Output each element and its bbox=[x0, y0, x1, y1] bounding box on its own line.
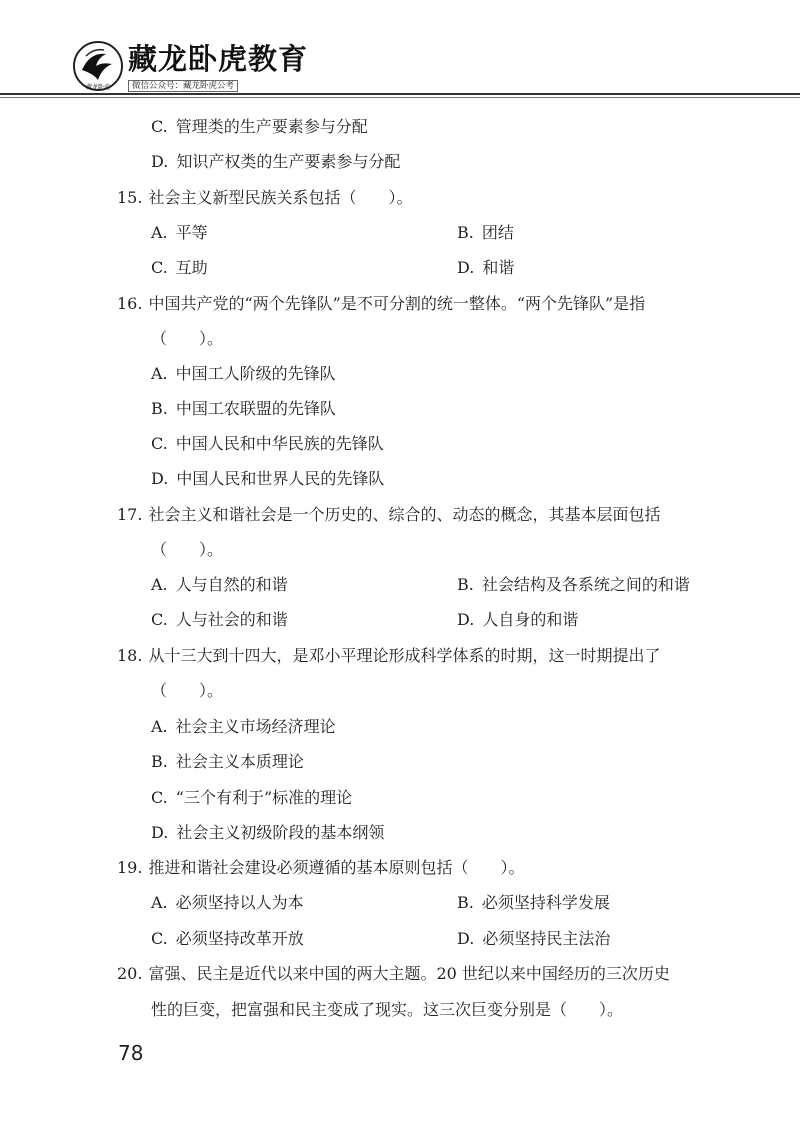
option-15-c: C. 互助 bbox=[151, 258, 208, 277]
brand-subtitle: 微信公众号：藏龙卧虎公考 bbox=[128, 80, 238, 92]
brand-name: 藏龙卧虎教育 bbox=[128, 42, 309, 76]
option-19-a: A. 必须坚持以人为本 bbox=[151, 893, 304, 912]
brand-logo-icon bbox=[72, 40, 124, 92]
option-15-d: D. 和谐 bbox=[457, 258, 515, 277]
logo-caption: 藏龙卧虎 bbox=[85, 84, 111, 91]
option-17-c: C. 人与社会的和谐 bbox=[151, 610, 288, 629]
option-17-b: B. 社会结构及各系统之间的和谐 bbox=[457, 575, 690, 594]
question-17-continuation: （ ）。 bbox=[151, 540, 224, 559]
question-16-continuation: （ ）。 bbox=[151, 329, 224, 348]
question-20-continuation: 性的巨变，把富强和民主变成了现实。这三次巨变分别是（ ）。 bbox=[151, 1000, 624, 1019]
question-19: 19. 推进和谐社会建设必须遵循的基本原则包括（ ）。 bbox=[117, 858, 525, 877]
question-17: 17. 社会主义和谐社会是一个历史的、综合的、动态的概念，其基本层面包括 bbox=[117, 505, 661, 524]
option-18-a: A. 社会主义市场经济理论 bbox=[151, 717, 336, 736]
page-number: 78 bbox=[118, 1041, 144, 1065]
option-15-a: A. 平等 bbox=[151, 223, 208, 242]
option-19-b: B. 必须坚持科学发展 bbox=[457, 893, 610, 912]
option-14-c: C. 管理类的生产要素参与分配 bbox=[151, 117, 368, 136]
header-rule-thin bbox=[0, 97, 800, 98]
question-16: 16. 中国共产党的“两个先锋队”是不可分割的统一整体。“两个先锋队”是指 bbox=[117, 294, 646, 313]
option-19-d: D. 必须坚持民主法治 bbox=[457, 929, 611, 948]
question-18: 18. 从十三大到十四大，是邓小平理论形成科学体系的时期，这一时期提出了 bbox=[117, 646, 661, 665]
option-17-a: A. 人与自然的和谐 bbox=[151, 575, 288, 594]
option-16-c: C. 中国人民和中华民族的先锋队 bbox=[151, 434, 384, 453]
option-16-a: A. 中国工人阶级的先锋队 bbox=[151, 364, 336, 383]
question-15: 15. 社会主义新型民族关系包括（ ）。 bbox=[117, 188, 413, 207]
option-16-b: B. 中国工农联盟的先锋队 bbox=[151, 399, 336, 418]
option-16-d: D. 中国人民和世界人民的先锋队 bbox=[151, 469, 385, 488]
question-20: 20. 富强、民主是近代以来中国的两大主题。20 世纪以来中国经历的三次历史 bbox=[117, 964, 670, 983]
option-18-b: B. 社会主义本质理论 bbox=[151, 752, 304, 771]
page-header bbox=[0, 0, 800, 100]
option-15-b: B. 团结 bbox=[457, 223, 514, 242]
option-18-d: D. 社会主义初级阶段的基本纲领 bbox=[151, 823, 385, 842]
option-19-c: C. 必须坚持改革开放 bbox=[151, 929, 304, 948]
option-14-d: D. 知识产权类的生产要素参与分配 bbox=[151, 152, 401, 171]
header-rule bbox=[0, 93, 800, 95]
option-18-c: C. “三个有利于”标准的理论 bbox=[151, 788, 353, 807]
question-18-continuation: （ ）。 bbox=[151, 681, 224, 700]
option-17-d: D. 人自身的和谐 bbox=[457, 610, 579, 629]
